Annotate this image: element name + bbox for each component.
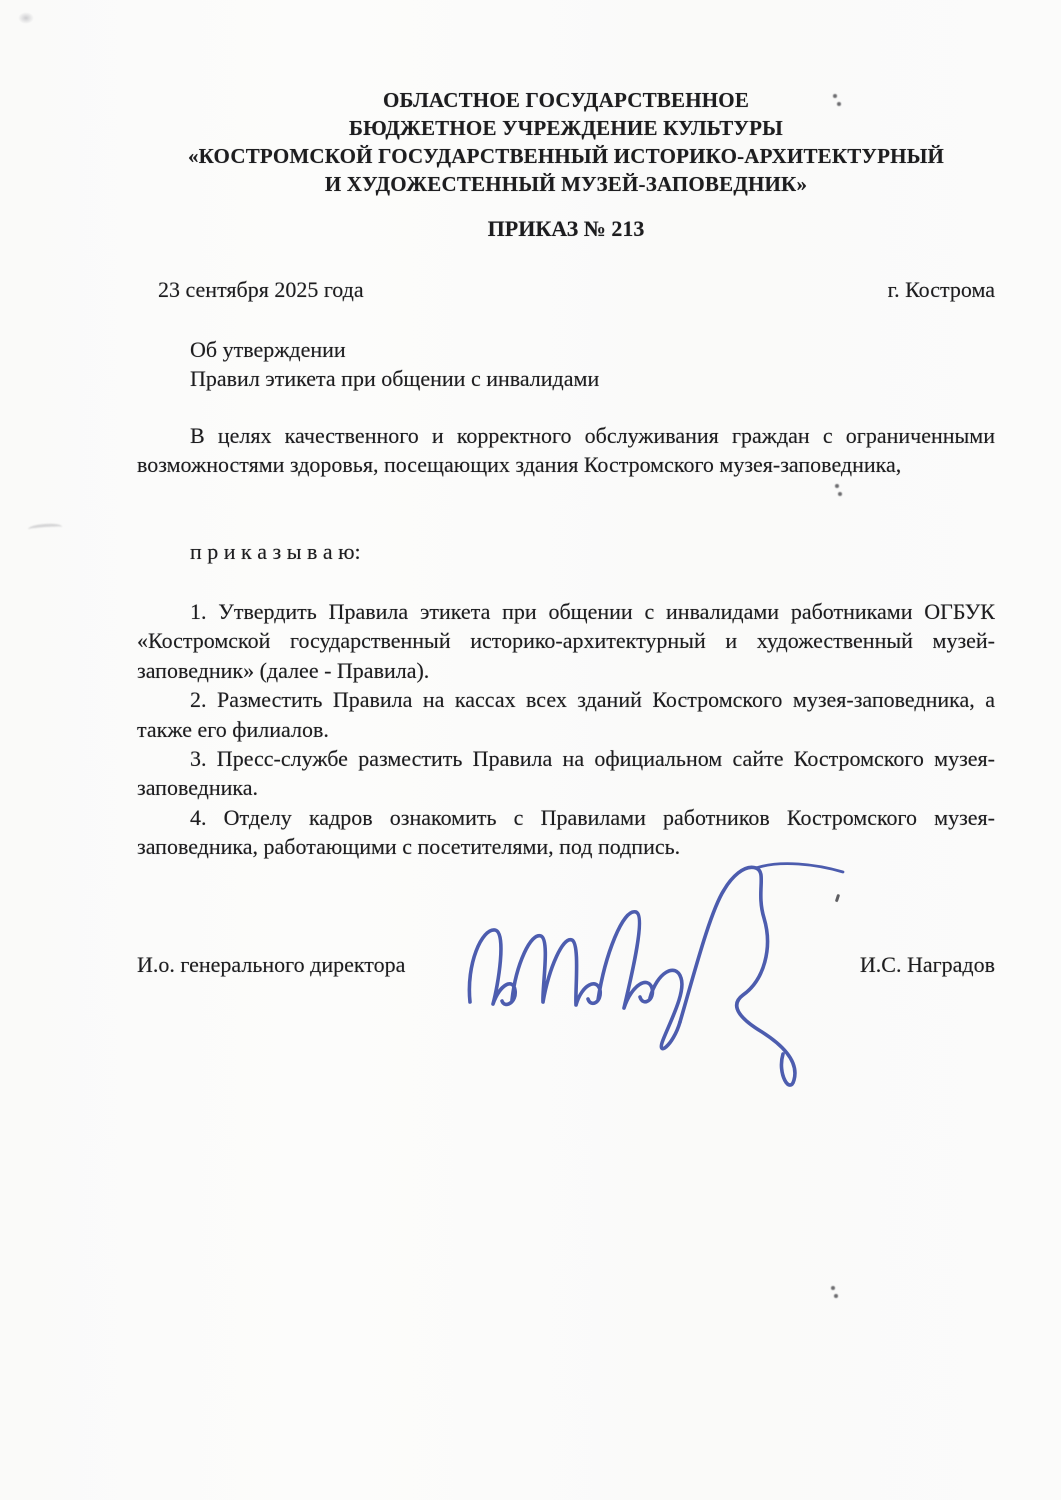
scan-artifact-dot [838, 492, 842, 496]
decree-word: п р и к а з ы в а ю: [190, 539, 361, 564]
scan-artifact-dash [28, 523, 62, 529]
meta-row [137, 277, 995, 303]
scan-artifact-dot [834, 1294, 838, 1298]
preamble-paragraph: В целях качественного и корректного обслуживания граждан с ограниченными возможностями здоровья, посещающих здания Костромского музея-заповедника, [137, 423, 995, 478]
subject-line: Правил этикета при общении с инвалидами [190, 365, 600, 391]
subject-line: Об утверждении [190, 337, 346, 362]
order-item-1: 1. Утвердить Правила этикета при общении с инвалидами работниками ОГБУК «Костромской государственный историко-архитектурный и художественный музей-заповедник» (далее - Правила). [137, 599, 995, 683]
order-title: ПРИКАЗ № 213 [487, 216, 645, 241]
org-header-line: БЮДЖЕТНОЕ УЧРЕЖДЕНИЕ КУЛЬТУРЫ [349, 116, 783, 140]
order-subject [137, 336, 995, 393]
scan-artifact-tick [835, 894, 840, 902]
scan-artifact-smudge [18, 12, 34, 24]
signer-name: И.С. Наградов [859, 952, 995, 977]
org-header-line: ОБЛАСТНОЕ ГОСУДАРСТВЕННОЕ [382, 88, 750, 112]
order-items [137, 597, 995, 862]
order-item-2: 2. Разместить Правила на кассах всех зданий Костромского музея-заповедника, а также его филиалов. [137, 687, 995, 742]
order-place: г. Кострома [887, 277, 995, 302]
org-header-line: И ХУДОЖЕСТЕННЫЙ МУЗЕЙ-ЗАПОВЕДНИК» [324, 172, 808, 196]
org-header-line: «КОСТРОМСКОЙ ГОСУДАРСТВЕННЫЙ ИСТОРИКО-АРХИТЕКТУРНЫЙ [187, 144, 945, 168]
signature-row [137, 952, 995, 978]
order-item-3: 3. Пресс-службе разместить Правила на официальном сайте Костромского музея-заповедника. [137, 746, 995, 801]
scan-artifact-dot [835, 484, 839, 488]
signer-position: И.о. генерального директора [137, 952, 406, 977]
order-date: 23 сентября 2025 года [158, 277, 364, 302]
scan-artifact-dot [831, 1286, 835, 1290]
org-header [137, 86, 995, 198]
order-item-4: 4. Отделу кадров ознакомить с Правилами работников Костромского музея-заповедника, работающими с посетителями, под подпись. [137, 804, 995, 860]
